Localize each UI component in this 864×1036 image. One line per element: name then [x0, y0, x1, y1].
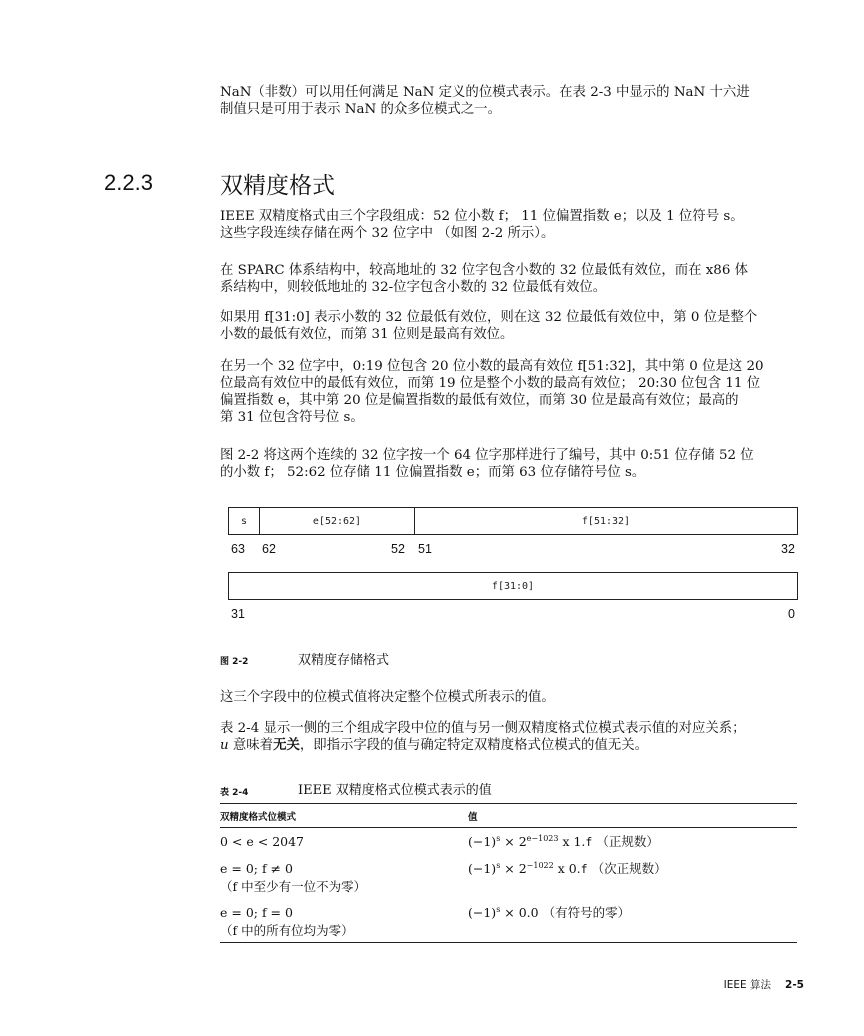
u-symbol: u — [220, 738, 229, 753]
page-number: 2-5 — [785, 979, 804, 991]
table-row-3-value: $(-1)^s \times 0.0$ （有符号的零） — [468, 905, 631, 920]
bit-label: 62 — [262, 542, 276, 556]
table-row-2-pattern: e = 0; f ≠ 0 — [220, 861, 293, 876]
text-line: NaN（非数）可以用任何满足 NaN 定义的位模式表示。在表 2-3 中显示的 NaN 十六进 — [220, 85, 750, 100]
text-line: 偏置指数 e，其中第 20 位是偏置指数的最低有效位，而第 30 位是最高有效位；最高的 — [220, 393, 739, 408]
table-label: 表 2-4 — [220, 788, 249, 798]
bit-label: 32 — [781, 542, 795, 556]
table-row-2-note: （f 中至少有一位不为零） — [220, 879, 367, 894]
paragraph-7 — [220, 720, 808, 754]
bit-label: 31 — [231, 607, 245, 621]
page-footer — [724, 977, 804, 992]
text-line: 小数的最低有效位，而第 31 位则是最高有效位。 — [220, 327, 514, 342]
text-line — [220, 737, 808, 754]
bit-label: 51 — [418, 542, 432, 556]
figure-label: 图 2-2 — [220, 657, 249, 667]
paragraph-4 — [220, 358, 808, 426]
bit-label: 63 — [231, 542, 245, 556]
text-line: 图 2-2 将这两个连续的 32 位字按一个 64 位字那样进行了编号，其中 0:51 位存储 52 位 — [220, 448, 754, 463]
table-caption: IEEE 双精度格式位模式表示的值 — [298, 783, 492, 798]
text-line: 第 31 位包含符号位 s。 — [220, 410, 364, 425]
table-row-1-value: $(-1)^s \times 2^{e-1023}$ x 1.f （正规数） — [468, 834, 659, 849]
table-top-rule — [220, 803, 797, 804]
paragraph-2 — [220, 262, 808, 296]
table-header-value: 值 — [468, 812, 478, 823]
bold-term: 无关 — [273, 737, 300, 753]
text-span: ，即指示字段的值与确定特定双精度格式位模式的值无关。 — [299, 738, 648, 753]
figure-caption: 双精度存储格式 — [298, 653, 390, 668]
table-bottom-rule — [220, 942, 797, 943]
section-title: 双精度格式 — [220, 173, 335, 199]
text-line: 制值只是可用于表示 NaN 的众多位模式之一。 — [220, 102, 501, 117]
footer-section: IEEE 算法 — [723, 979, 772, 991]
section-number: 2.2.3 — [104, 170, 153, 195]
text-line: 的小数 f； 52:62 位存储 11 位偏置指数 e；而第 63 位存储符号位 s。 — [220, 465, 646, 480]
low-word-diagram — [228, 572, 798, 600]
text-span: 意味着 — [228, 738, 274, 753]
table-row-3-note: （f 中的所有位均为零） — [220, 923, 354, 938]
exponent-field: e[52:62] — [259, 508, 414, 534]
text-line: 这三个字段中的位模式值将决定整个位模式所表示的值。 — [220, 690, 555, 705]
paragraph-6 — [220, 689, 808, 706]
fraction-low-field: f[31:0] — [491, 580, 535, 592]
bit-label: 0 — [788, 607, 795, 621]
intro-paragraph — [220, 84, 808, 118]
text-line: IEEE 双精度格式由三个字段组成：52 位小数 f； 11 位偏置指数 e；以及 1 位符号 s。 — [220, 209, 744, 224]
text-line: 在另一个 32 位字中，0:19 位包含 20 位小数的最高有效位 f[51:32]，其中第 0 位是这 20 — [220, 359, 764, 374]
table-row-3-pattern: e = 0; f = 0 — [220, 905, 293, 920]
text-line: 表 2-4 显示一侧的三个组成字段中位的值与另一侧双精度格式位模式表示值的对应关系； — [220, 721, 746, 736]
paragraph-1 — [220, 208, 808, 242]
bit-label: 52 — [391, 542, 405, 556]
high-word-diagram — [228, 507, 798, 535]
paragraph-3 — [220, 309, 808, 343]
table-header-pattern: 双精度格式位模式 — [220, 812, 297, 823]
paragraph-5 — [220, 447, 808, 481]
text-line: 系结构中，则较低地址的 32-位字包含小数的 32 位最低有效位。 — [220, 280, 607, 295]
table-row-1-pattern: 0 < e < 2047 — [220, 834, 305, 849]
table-header-rule — [220, 827, 797, 828]
text-line: 如果用 f[31:0] 表示小数的 32 位最低有效位，则在这 32 位最低有效位中，第 0 位是整个 — [220, 310, 758, 325]
table-row-2-value: $(-1)^s \times 2^{-1022}$ x 0.f （次正规数） — [468, 861, 667, 876]
text-line: 位最高有效位中的最低有效位，而第 19 位是整个小数的最高有效位； 20:30 位包含 11 位 — [220, 376, 761, 391]
text-line: 这些字段连续存储在两个 32 位字中 （如图 2-2 所示）。 — [220, 226, 555, 241]
text-line: 在 SPARC 体系结构中，较高地址的 32 位字包含小数的 32 位最低有效位，而在 x86 体 — [220, 263, 748, 278]
fraction-high-field: f[51:32] — [414, 508, 797, 534]
sign-field: s — [240, 515, 248, 527]
